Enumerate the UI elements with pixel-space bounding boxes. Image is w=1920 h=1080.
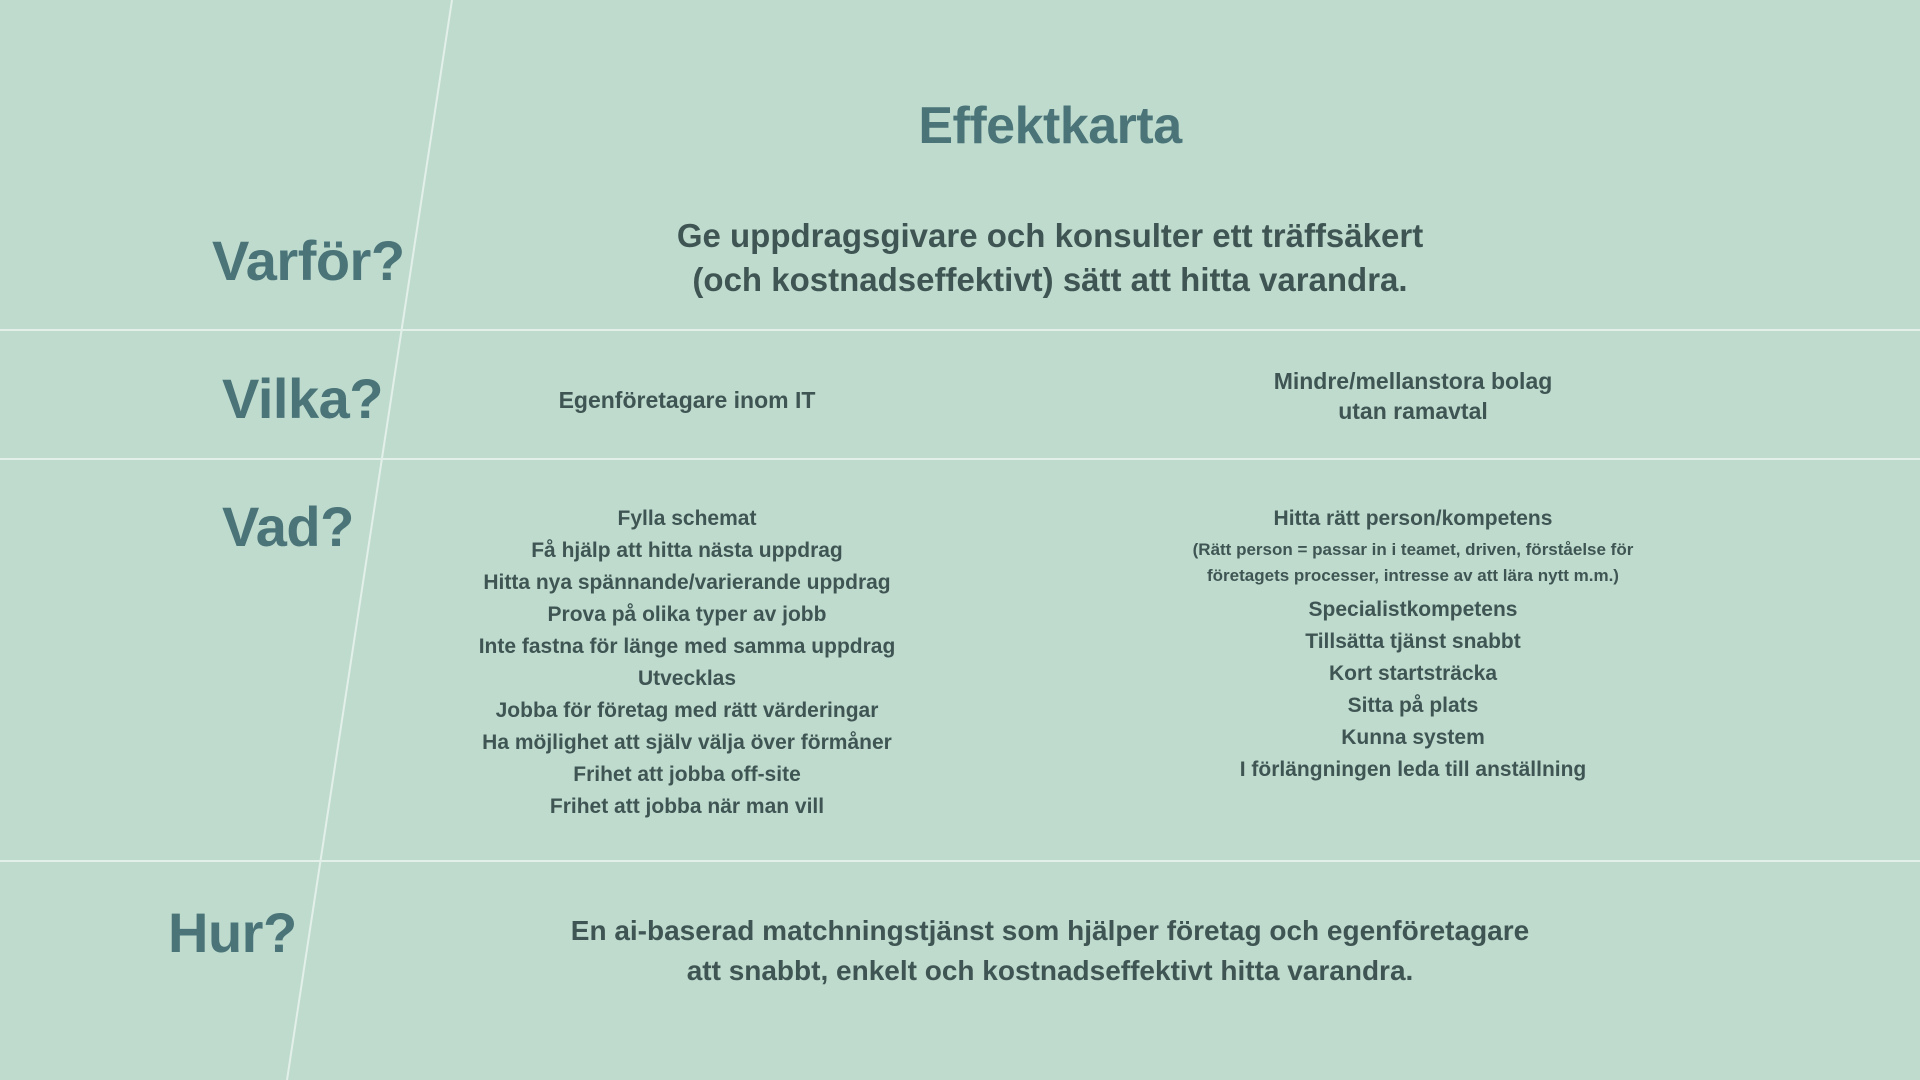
what-right-main: Hitta rätt person/kompetens xyxy=(1273,507,1553,530)
list-item: Frihet att jobba när man vill xyxy=(549,795,825,818)
list-item: Tillsätta tjänst snabbt xyxy=(1305,630,1521,653)
list-item: Sitta på plats xyxy=(1347,694,1479,717)
list-item: Jobba för företag med rätt värderingar xyxy=(495,699,879,722)
who-left-actor: Egenföretagare inom IT xyxy=(558,387,816,413)
list-item: Kort startsträcka xyxy=(1328,662,1498,685)
list-item: Kunna system xyxy=(1341,726,1485,749)
how-line-2: att snabbt, enkelt och kostnadseffektivt hitta varandra. xyxy=(686,955,1414,986)
why-line-2: (och kostnadseffektivt) sätt att hitta varandra. xyxy=(692,261,1408,298)
who-right-line-1: Mindre/mellanstora bolag xyxy=(1273,368,1553,394)
what-right-note-line-2: företagets processer, intresse av att lära nytt m.m.) xyxy=(1207,566,1619,585)
list-item: Fylla schemat xyxy=(617,507,757,530)
who-right-line-2: utan ramavtal xyxy=(1338,398,1488,424)
what-right-column xyxy=(1113,503,1713,786)
how-statement xyxy=(500,911,1600,991)
list-item: Inte fastna för länge med samma uppdrag xyxy=(478,635,896,658)
row-label-what: Vad? xyxy=(222,495,354,558)
list-item: Hitta nya spännande/varierande uppdrag xyxy=(483,571,891,594)
what-left-list xyxy=(437,503,937,823)
list-item: Frihet att jobba off-site xyxy=(573,763,801,786)
separator-what-how xyxy=(0,860,1920,862)
separator-who-what xyxy=(0,458,1920,460)
list-item: Utvecklas xyxy=(637,667,737,690)
what-right-list xyxy=(1113,594,1713,786)
row-label-why: Varför? xyxy=(212,229,405,292)
list-item: Få hjälp att hitta nästa uppdrag xyxy=(531,539,843,562)
why-line-1: Ge uppdragsgivare och konsulter ett träffsäkert xyxy=(676,217,1424,254)
list-item: Prova på olika typer av jobb xyxy=(547,603,827,626)
row-label-how: Hur? xyxy=(168,901,297,964)
why-statement xyxy=(550,214,1550,302)
how-line-1: En ai-baserad matchningstjänst som hjälper företag och egenföretagare xyxy=(570,915,1530,946)
map-title: Effektkarta xyxy=(918,97,1182,155)
list-item: I förlängningen leda till anställning xyxy=(1239,758,1587,781)
what-right-note xyxy=(1113,537,1713,589)
row-label-who: Vilka? xyxy=(222,367,383,430)
what-right-note-line-1: (Rätt person = passar in i teamet, driven, förståelse för xyxy=(1192,540,1634,559)
who-right-actor xyxy=(1163,366,1663,426)
list-item: Specialistkompetens xyxy=(1308,598,1518,621)
list-item: Ha möjlighet att själv välja över förmåner xyxy=(482,731,892,754)
separator-why-who xyxy=(0,329,1920,331)
